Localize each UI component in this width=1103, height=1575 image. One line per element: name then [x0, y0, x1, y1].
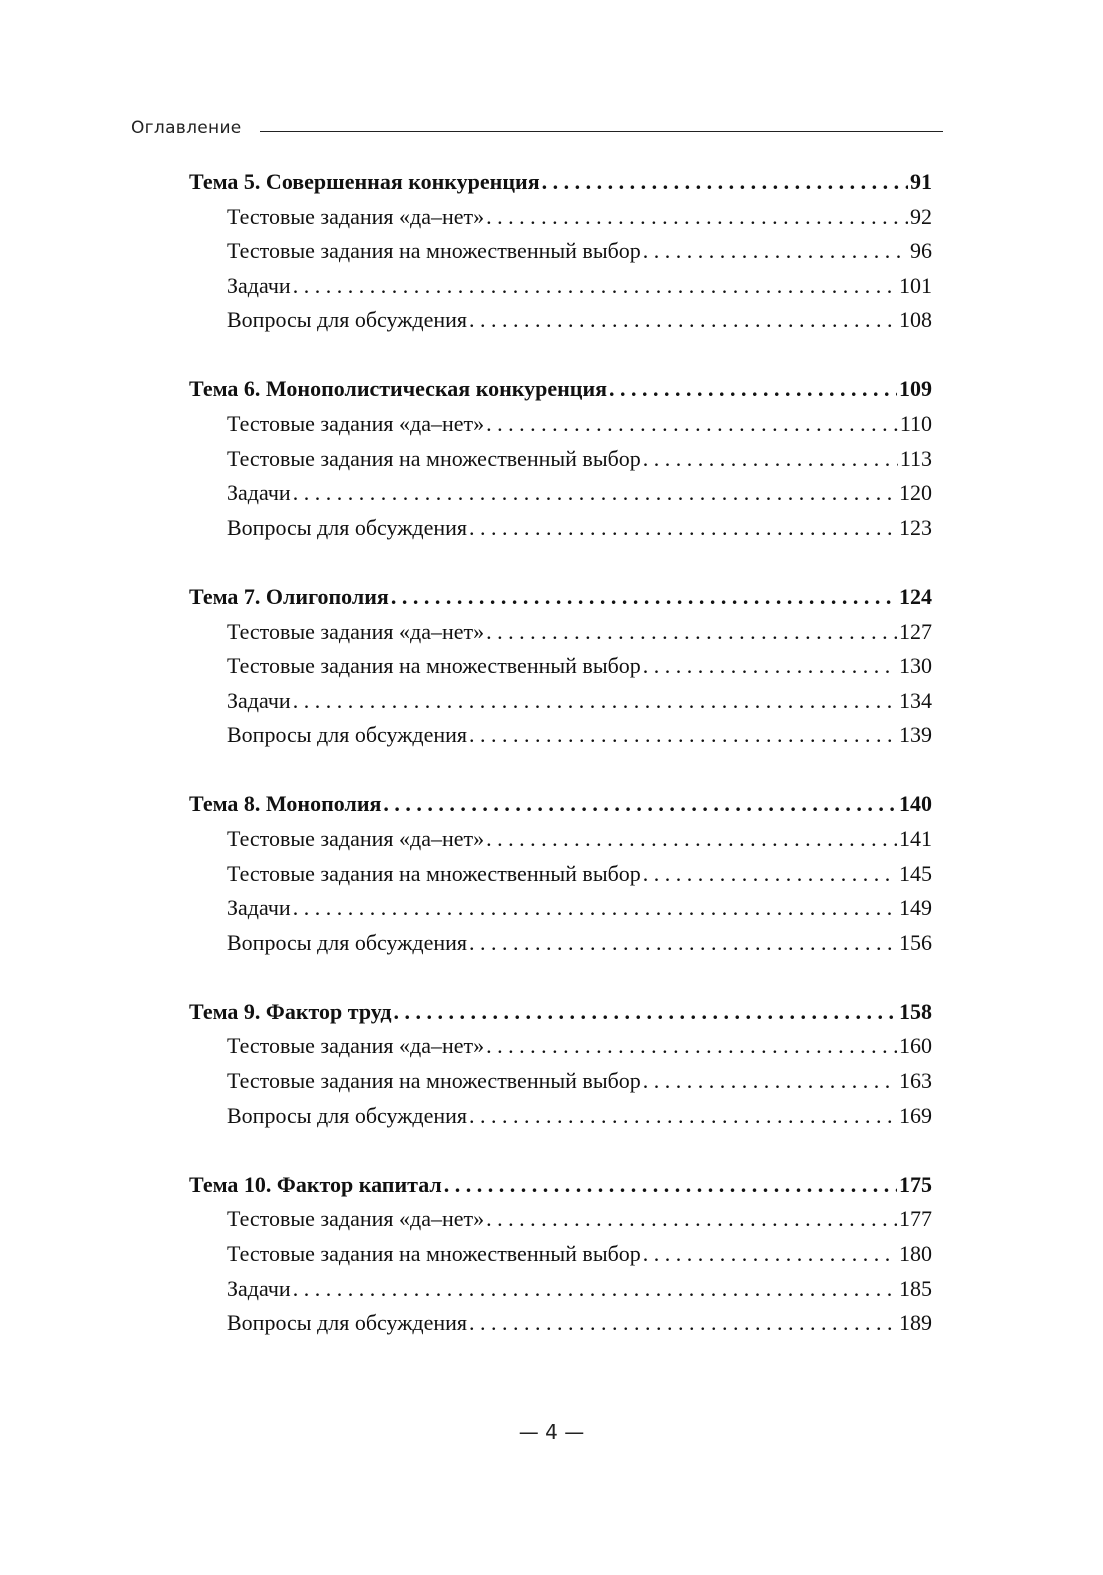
subentry-page-number: 177 [899, 1206, 932, 1232]
dot-leader [444, 1168, 897, 1203]
topic-page-number: 91 [910, 169, 932, 194]
toc-subentry[interactable] [189, 1272, 932, 1307]
topic-title: Тема 7. Олигополия [189, 583, 389, 609]
subentry-page-number: 185 [899, 1275, 932, 1301]
subentry-page-number: 96 [910, 238, 932, 264]
subentry-title: Вопросы для обсуждения [227, 1102, 468, 1128]
subentry-page-number: 101 [899, 272, 932, 298]
subentry-title: Тестовые задания на множественный выбор [227, 1068, 641, 1094]
dot-leader [609, 372, 897, 407]
subentry-title: Вопросы для обсуждения [227, 722, 468, 748]
subentry-page-number: 108 [899, 307, 932, 333]
subentry-page-number: 156 [899, 929, 932, 955]
toc-subentry[interactable] [189, 1237, 932, 1272]
topic-title: Тема 8. Монополия [189, 791, 382, 817]
subentry-page-number: 149 [899, 895, 932, 921]
toc-subentry[interactable] [189, 511, 932, 546]
toc-section [189, 1168, 932, 1341]
subentry-title: Вопросы для обсуждения [227, 929, 468, 955]
subentry-title: Тестовые задания «да–нет» [227, 203, 485, 229]
toc-subentry[interactable] [189, 303, 932, 338]
toc-subentry[interactable] [189, 649, 932, 684]
subentry-title: Задачи [227, 687, 291, 713]
toc-subentry[interactable] [189, 891, 932, 926]
page-number: — 4 — [518, 1420, 585, 1444]
subentry-title: Тестовые задания на множественный выбор [227, 860, 641, 886]
subentry-title: Тестовые задания «да–нет» [227, 1033, 485, 1059]
dot-leader [391, 580, 897, 615]
topic-title: Тема 5. Совершенная конкуренция [189, 169, 540, 194]
dot-leader [486, 615, 897, 650]
dot-leader [486, 822, 897, 857]
subentry-page-number: 141 [899, 826, 932, 851]
subentry-page-number: 145 [899, 860, 932, 886]
toc-topic-entry[interactable] [189, 580, 932, 615]
subentry-page-number: 92 [910, 203, 932, 229]
toc-topic-entry[interactable] [189, 165, 932, 200]
dot-leader [293, 1272, 897, 1307]
running-header [131, 118, 943, 138]
subentry-page-number: 189 [899, 1310, 932, 1336]
subentry-page-number: 130 [899, 653, 932, 679]
dot-leader [643, 442, 898, 477]
dot-leader [394, 995, 897, 1030]
toc-subentry[interactable] [189, 476, 932, 511]
subentry-page-number: 123 [899, 514, 932, 540]
toc-section [189, 165, 932, 338]
dot-leader [469, 926, 897, 961]
dot-leader [643, 1237, 897, 1272]
dot-leader [469, 1306, 897, 1341]
subentry-title: Тестовые задания «да–нет» [227, 826, 485, 851]
topic-page-number: 175 [899, 1171, 932, 1197]
toc-section [189, 787, 932, 960]
topic-page-number: 124 [899, 583, 932, 609]
toc-section [189, 372, 932, 545]
header-rule [260, 131, 943, 132]
subentry-title: Задачи [227, 1275, 291, 1301]
topic-page-number: 158 [899, 998, 932, 1024]
subentry-title: Задачи [227, 895, 291, 921]
table-of-contents [189, 165, 932, 1375]
subentry-page-number: 139 [899, 722, 932, 748]
subentry-title: Тестовые задания на множественный выбор [227, 653, 641, 679]
toc-topic-entry[interactable] [189, 995, 932, 1030]
running-header-title: Оглавление [131, 118, 242, 138]
dot-leader [643, 857, 897, 892]
dot-leader [643, 234, 908, 269]
dot-leader [469, 511, 897, 546]
toc-subentry[interactable] [189, 1306, 932, 1341]
toc-subentry[interactable] [189, 857, 932, 892]
topic-title: Тема 10. Фактор капитал [189, 1171, 442, 1197]
subentry-title: Тестовые задания на множественный выбор [227, 238, 641, 264]
subentry-page-number: 163 [899, 1068, 932, 1094]
toc-subentry[interactable] [189, 684, 932, 719]
subentry-title: Вопросы для обсуждения [227, 514, 468, 540]
subentry-page-number: 169 [899, 1102, 932, 1128]
subentry-title: Задачи [227, 480, 291, 506]
toc-subentry[interactable] [189, 200, 932, 235]
toc-subentry[interactable] [189, 822, 932, 857]
dot-leader [469, 303, 897, 338]
subentry-title: Задачи [227, 272, 291, 298]
dot-leader [486, 407, 898, 442]
subentry-page-number: 134 [899, 687, 932, 713]
toc-section [189, 580, 932, 753]
toc-topic-entry[interactable] [189, 1168, 932, 1203]
dot-leader [469, 1099, 897, 1134]
topic-title: Тема 6. Монополистическая конкуренция [189, 376, 608, 402]
toc-subentry[interactable] [189, 269, 932, 304]
subentry-title: Тестовые задания «да–нет» [227, 1206, 485, 1232]
subentry-page-number: 180 [899, 1240, 932, 1266]
dot-leader [643, 1064, 897, 1099]
toc-subentry[interactable] [189, 926, 932, 961]
subentry-page-number: 160 [899, 1033, 932, 1059]
toc-subentry[interactable] [189, 234, 932, 269]
subentry-title: Тестовые задания на множественный выбор [227, 445, 641, 471]
subentry-title: Вопросы для обсуждения [227, 1310, 468, 1336]
dot-leader [293, 891, 897, 926]
subentry-title: Тестовые задания «да–нет» [227, 411, 485, 437]
toc-topic-entry[interactable] [189, 787, 932, 822]
toc-subentry[interactable] [189, 442, 932, 477]
dot-leader [486, 1202, 897, 1237]
subentry-page-number: 120 [899, 480, 932, 506]
dot-leader [486, 1029, 897, 1064]
topic-title: Тема 9. Фактор труд [189, 998, 392, 1024]
toc-subentry[interactable] [189, 407, 932, 442]
subentry-page-number: 113 [899, 445, 932, 471]
toc-section [189, 995, 932, 1133]
toc-subentry[interactable] [189, 1064, 932, 1099]
toc-subentry[interactable] [189, 1202, 932, 1237]
dot-leader [542, 165, 908, 200]
toc-subentry[interactable] [189, 615, 932, 650]
toc-subentry[interactable] [189, 1029, 932, 1064]
topic-page-number: 109 [899, 376, 932, 402]
dot-leader [383, 787, 897, 822]
dot-leader [486, 200, 908, 235]
toc-subentry[interactable] [189, 1099, 932, 1134]
toc-subentry[interactable] [189, 718, 932, 753]
dot-leader [643, 649, 897, 684]
subentry-title: Тестовые задания на множественный выбор [227, 1240, 641, 1266]
dot-leader [293, 684, 897, 719]
subentry-page-number: 127 [899, 618, 932, 644]
subentry-title: Вопросы для обсуждения [227, 307, 468, 333]
subentry-title: Тестовые задания «да–нет» [227, 618, 485, 644]
subentry-page-number: 110 [899, 411, 932, 437]
topic-page-number: 140 [899, 791, 932, 817]
toc-topic-entry[interactable] [189, 372, 932, 407]
dot-leader [469, 718, 897, 753]
dot-leader [293, 476, 897, 511]
dot-leader [293, 269, 897, 304]
